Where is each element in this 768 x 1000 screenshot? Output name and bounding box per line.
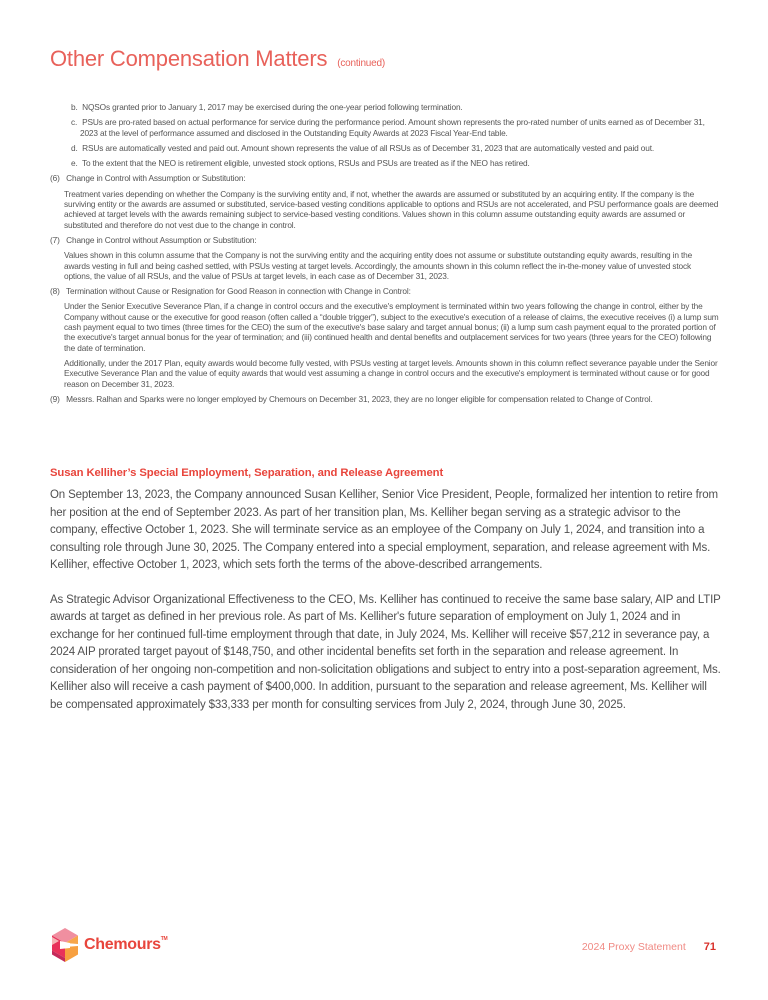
section-body [50, 487, 722, 731]
footnote-title: Change in Control without Assumption or Substitution: [66, 234, 257, 245]
footnote-marker: (9) [50, 393, 60, 404]
footnote-paragraph: Under the Senior Executive Severance Plan, if a change in control occurs and the executive's employment is terminated within two years following the change in control, either by the Company without cause or the executive for good reason (often called a “double trigger”), subject to the executive's execution of a release of claims, the executive receives (i) a lump sum cash payment equal to two times (three times for the CEO) the sum of the executive's base salary and target annual bonus; (ii) a lump sum cash payment equal to the prorated portion of the executive's target annual bonus for the year of termination; and (iii) continued health and dental benefits and outplacement services for two years (three years for the CEO) following the date of termination. [64, 301, 719, 353]
footnote-marker: c. [71, 117, 78, 128]
footnote-marker: d. [71, 142, 78, 153]
footnote-sub-item-e [50, 158, 720, 168]
footnote-title: Change in Control with Assumption or Substitution: [66, 173, 246, 184]
footnote-paragraph: Values shown in this column assume that the Company is not the surviving entity and the acquiring entity does not assume or substitute outstanding equity awards, resulting in the awards vesting in full and being cashed settled, with PSUs vesting at target levels. Accordingly, the amounts shown in this column reflect the in-the-money value of unvested stock options, the value of all RSUs, and the value of PSUs at target levels, in each case as of December 31, 2023. [64, 250, 693, 281]
footnote-marker: b. [71, 102, 78, 112]
footnote-sub-item-b [50, 102, 720, 112]
chemours-logo [50, 928, 167, 962]
footnote-marker: e. [71, 158, 78, 169]
footnote-marker: (8) [50, 286, 60, 297]
footnote-item-6 [50, 173, 720, 183]
page-number: 71 [703, 941, 716, 953]
footnote-title: Messrs. Ralhan and Sparks were no longer employed by Chemours on December 31, 2023, they are no longer eligible for compensation related to Change of Control. [66, 393, 653, 404]
body-paragraph: On September 13, 2023, the Company announced Susan Kelliher, Senior Vice President, People, formalized her intention to retire from her position at the end of September 2023. As part of her transition plan, Ms. Kelliher began serving as a strategic advisor to the company, effective October 1, 2023. She will terminate service as an employee of the Company on July 1, 2024, and transition into a consulting role through June 30, 2025. The Company entered into a special employment, separation, and release agreement with Ms. Kelliher, effective October 1, 2023, which sets forth the terms of the above-described arrangements. [50, 489, 718, 571]
footnote-text: PSUs are pro-rated based on actual performance for service during the performance period. Amount shown represents the pro-rated number of units earned as of December 31, 2023 at the level of performance assumed and disclosed in the Outstanding Equity Awards at 2023 Fiscal Year-End table. [80, 117, 705, 138]
footnote-paragraph: Additionally, under the 2017 Plan, equity awards would become fully vested, with PSUs vesting at target levels. Amounts shown in this column reflect severance payable under the Senior Executive Severance Plan and the value of equity awards that would vest assuming a change in control occurs and the executive's employment is terminated without cause or for good reason on December 31, 2023. [64, 357, 718, 389]
footnote-title: Termination without Cause or Resignation for Good Reason in connection with Change in Control: [66, 286, 411, 297]
logo-text: Chemours [84, 936, 161, 953]
footnote-paragraph: Treatment varies depending on whether the Company is the surviving entity and, if not, whether the awards are assumed or substituted by an acquiring entity. If the company is the surviving entity or the awards are assumed or substituted, service-based vesting conditions applicable to options and RSUs are not accelerated, and PSU performance goals are deemed achieved at target levels with the awards remaining subject to service-based vesting conditions. Values shown in this column assume outstanding equity awards are assumed or substituted and therefore do not vest due to the change in control. [64, 188, 719, 230]
logo-wordmark [84, 936, 167, 954]
trademark-symbol: TM [160, 936, 168, 942]
footnote-marker: (7) [50, 234, 60, 245]
chemours-logo-icon [50, 928, 80, 962]
footnote-text: RSUs are automatically vested and paid out. Amount shown represents the value of all RSUs as of December 31, 2023 that are automatically vested and paid out. [82, 142, 655, 153]
footnote-sub-item-d [50, 143, 720, 153]
footnote-item-7 [50, 235, 720, 245]
body-paragraph: As Strategic Advisor Organizational Effectiveness to the CEO, Ms. Kelliher has continued to receive the same base salary, AIP and LTIP awards at target as defined in her previous role. As part of Ms. Kelliher's future separation of employment on July 1, 2024 and in exchange for her continued full-time employment through that date, in July 2024, Ms. Kelliher will receive $57,212 in severance pay, a 2024 AIP prorated target payout of $148,750, and other incidental benefits set forth in the separation and release agreement. In consideration of her ongoing non-competition and non-solicitation obligations and subject to entry into a post-separation agreement, Ms. Kelliher also will receive a cash payment of $400,000. In addition, pursuant to the separation and release agreement, Ms. Kelliher will be compensated approximately $33,333 per month for consulting services from July 2, 2024, through June 30, 2025. [50, 593, 721, 711]
page-title [50, 46, 385, 72]
footnote-text: To the extent that the NEO is retirement eligible, unvested stock options, RSUs and PSUs are treated as if the NEO has retired. [82, 158, 530, 169]
document-name: 2024 Proxy Statement [581, 941, 686, 953]
footnotes [50, 102, 720, 409]
footnote-marker: (6) [50, 173, 60, 184]
section-heading: Susan Kelliher’s Special Employment, Separation, and Release Agreement [50, 467, 444, 479]
footnote-text: NQSOs granted prior to January 1, 2017 may be exercised during the one-year period following termination. [82, 102, 463, 112]
page-title-text: Other Compensation Matters [50, 46, 328, 71]
footnote-item-9 [50, 394, 720, 404]
page-footer [582, 941, 716, 953]
footnote-item-8 [50, 286, 720, 296]
footnote-sub-item-c [50, 117, 720, 138]
continued-label: (continued) [337, 58, 386, 69]
